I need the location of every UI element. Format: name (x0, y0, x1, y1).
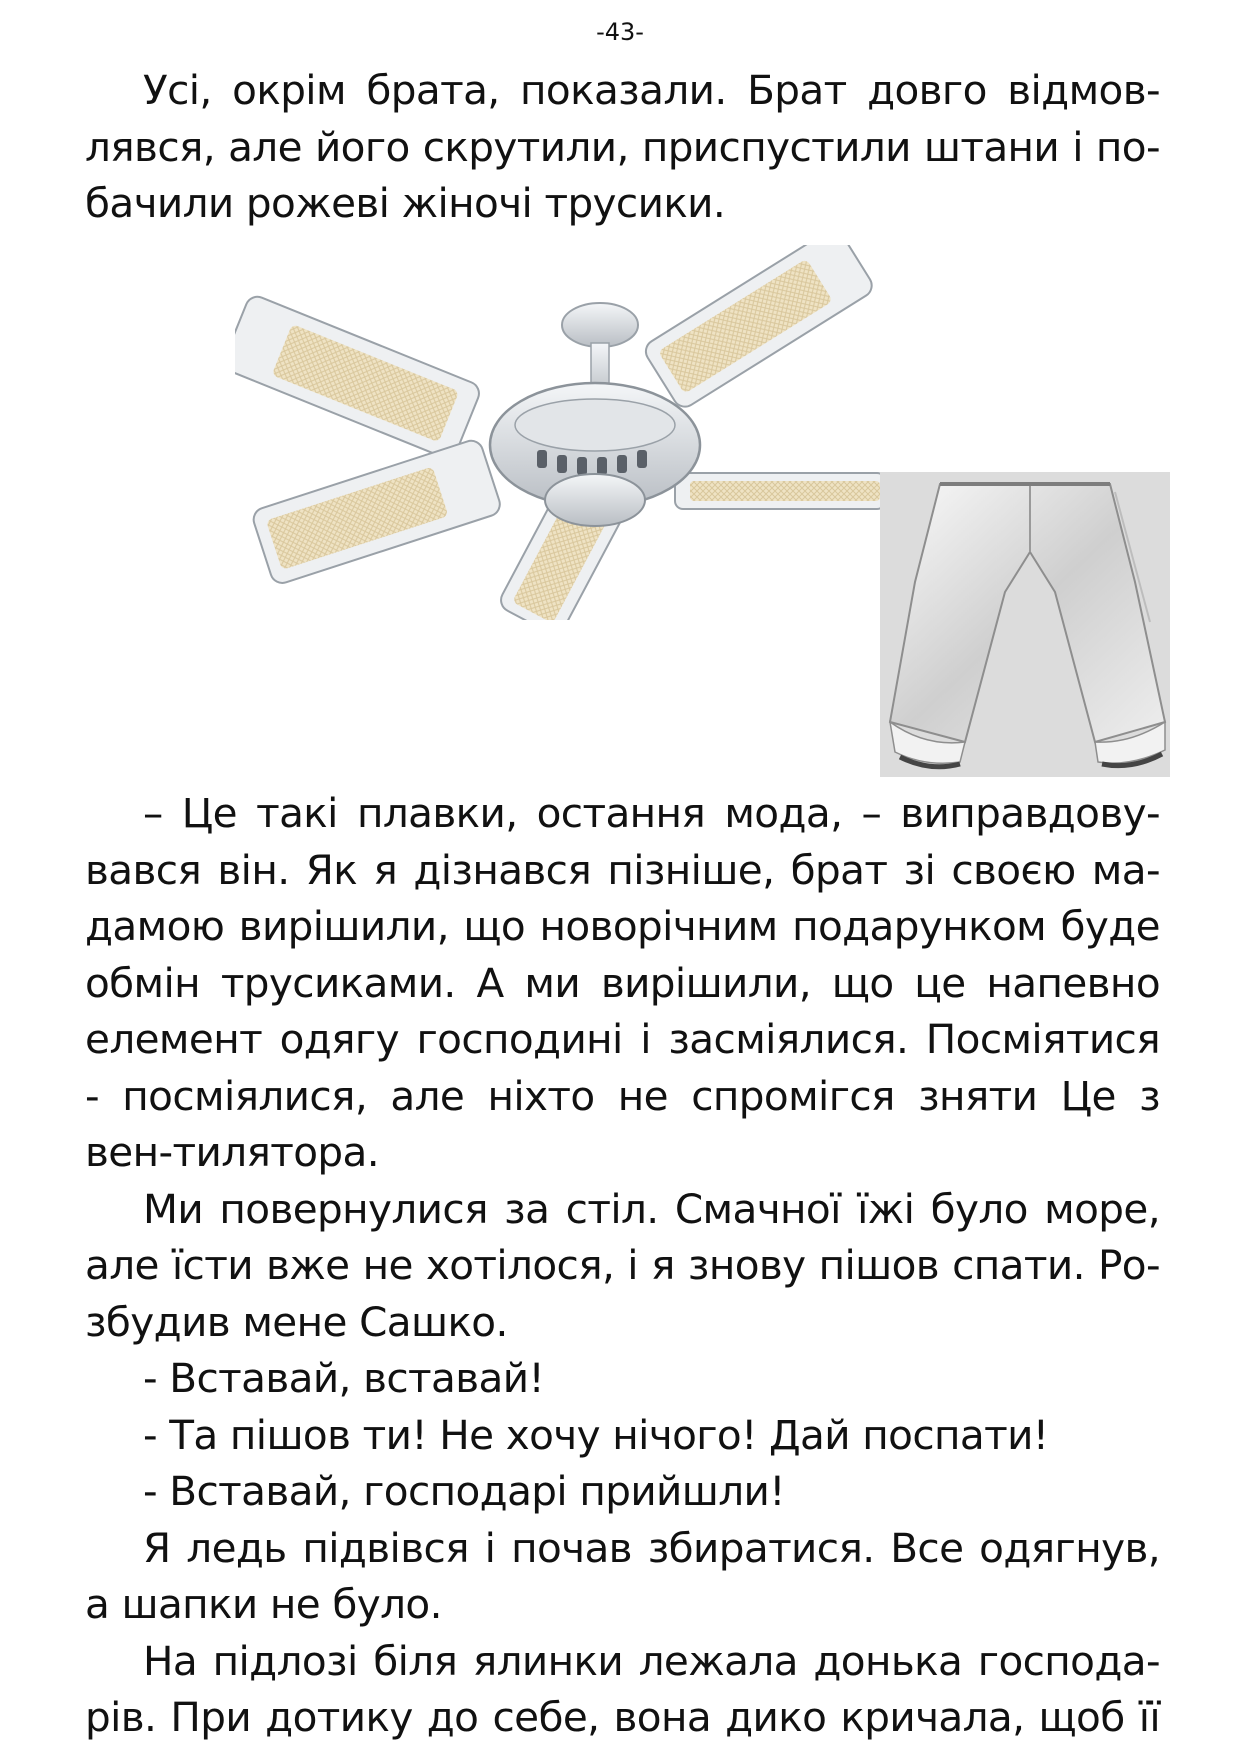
dialogue-line-get-up: - Вставай, вставай! (143, 1354, 545, 1402)
dialogue-line-hosts-came: - Вставай, господарі прийшли! (143, 1467, 785, 1515)
paragraph-getting-dressed: Я ледь підвівся і почав збиратися. Все одягнув, а шапки не було. (85, 1523, 1160, 1628)
ceiling-fan-image (235, 245, 885, 620)
pantaloons-drawing (880, 472, 1170, 777)
pantaloons-image (880, 472, 1170, 777)
page-number: -43- (596, 18, 644, 46)
paragraph-swim-trunks: – Це такі плавки, остання мода, – виправдову-вався він. Як я дізнався пізніше, брат зі своєю ма-дамою вирішили, що новорічним подарунком буде обмін трусиками. А ми вирішили, що це напевно елемент одягу господині і засміялися. Посміятися - посміялися, але ніхто не спромігся зняти Це з вен-тилятора. (85, 789, 1160, 1176)
top-text-block (85, 62, 1160, 232)
dialogue-line-let-me-sleep: - Та пішов ти! Не хочу нічого! Дай поспати! (143, 1410, 1049, 1459)
bottom-text-block (85, 785, 1160, 1746)
paragraph-brother-refused: Усі, окрім брата, показали. Брат довго відмов-лявся, але його скрутили, приспустили штани і по-бачили рожеві жіночі трусики. (85, 66, 1160, 227)
paragraph-hosts-daughter: На підлозі біля ялинки лежала донька господа-рів. При дотику до себе, вона дико кричала, щоб її (85, 1636, 1160, 1741)
paragraph-back-to-table: Ми повернулися за стіл. Смачної їжі було море, але їсти вже не хотілося, і я знову пішов спати. Ро-збудив мене Сашко. (85, 1184, 1160, 1346)
